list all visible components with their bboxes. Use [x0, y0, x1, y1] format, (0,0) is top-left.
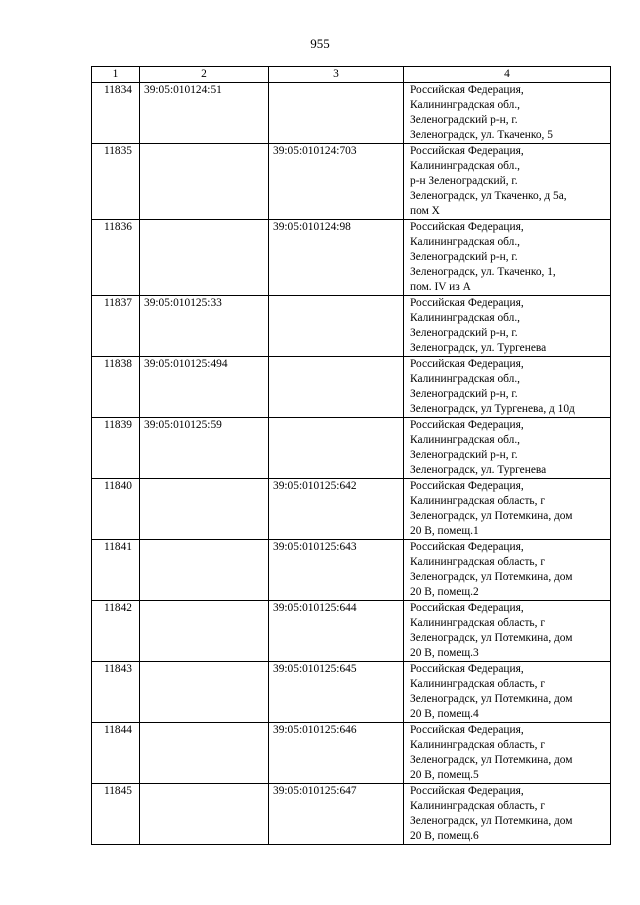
- address-cell: [404, 540, 611, 601]
- address-line: 20 В, помещ.3: [410, 647, 479, 659]
- address-line: Зеленоградский р-н, г.: [410, 327, 518, 339]
- address-cell: [404, 601, 611, 662]
- address-line: Зеленоградск, ул Потемкина, дом: [410, 571, 573, 583]
- table-row: [92, 83, 611, 144]
- table-body: [92, 83, 611, 845]
- address-line: Российская Федерация,: [410, 602, 524, 614]
- address-line: Калининградская область, г: [410, 800, 545, 812]
- address-line: Зеленоградск, ул. Тургенева: [410, 464, 547, 476]
- address-line: Зеленоградск, ул Тургенева, д 10д: [410, 403, 575, 415]
- address-line: Зеленоградск, ул Потемкина, дом: [410, 693, 573, 705]
- column-header-1: 1: [92, 67, 140, 83]
- address-line: Зеленоградск, ул. Ткаченко, 5: [410, 129, 553, 141]
- row-number: 11837: [92, 296, 140, 357]
- address-cell: [404, 662, 611, 723]
- cadastral-number-col3: 39:05:010125:645: [269, 662, 404, 723]
- cadastral-number-col3: 39:05:010125:642: [269, 479, 404, 540]
- address-line: Российская Федерация,: [410, 221, 524, 233]
- address-line: Калининградская обл.,: [410, 312, 521, 324]
- address-line: Российская Федерация,: [410, 358, 524, 370]
- address-line: пом X: [410, 205, 440, 217]
- cadastral-number-col3: [269, 296, 404, 357]
- cadastral-number-col3: 39:05:010125:644: [269, 601, 404, 662]
- page-number: 955: [310, 36, 330, 51]
- address-line: Калининградская обл.,: [410, 236, 521, 248]
- address-line: Российская Федерация,: [410, 724, 524, 736]
- cadastral-number-col3: 39:05:010125:647: [269, 784, 404, 845]
- cadastral-number-col3: 39:05:010125:646: [269, 723, 404, 784]
- cadastral-number-col2: [140, 723, 269, 784]
- row-number: 11836: [92, 220, 140, 296]
- cadastral-number-col3: 39:05:010124:703: [269, 144, 404, 220]
- cadastral-number-col2: [140, 144, 269, 220]
- row-number: 11844: [92, 723, 140, 784]
- cadastral-number-col2: 39:05:010125:59: [140, 418, 269, 479]
- cadastral-number-col3: 39:05:010125:643: [269, 540, 404, 601]
- address-line: Калининградская область, г: [410, 739, 545, 751]
- table-row: [92, 601, 611, 662]
- table-row: [92, 220, 611, 296]
- address-line: Калининградская обл.,: [410, 160, 521, 172]
- cadastral-number-col2: [140, 784, 269, 845]
- column-header-3: 3: [269, 67, 404, 83]
- table-row: [92, 540, 611, 601]
- row-number: 11841: [92, 540, 140, 601]
- address-line: Зеленоградский р-н, г.: [410, 449, 518, 461]
- row-number: 11835: [92, 144, 140, 220]
- address-line: Зеленоградск, ул Потемкина, дом: [410, 632, 573, 644]
- address-line: Зеленоградск, ул. Ткаченко, 1,: [410, 266, 556, 278]
- table-header: [92, 67, 611, 83]
- cadastral-number-col2: 39:05:010124:51: [140, 83, 269, 144]
- address-cell: [404, 479, 611, 540]
- header-row: [92, 67, 611, 83]
- table-row: [92, 144, 611, 220]
- cadastral-number-col2: [140, 220, 269, 296]
- cadastral-number-col2: [140, 601, 269, 662]
- address-line: Калининградская область, г: [410, 678, 545, 690]
- cadastral-number-col2: 39:05:010125:33: [140, 296, 269, 357]
- row-number: 11842: [92, 601, 140, 662]
- address-line: Российская Федерация,: [410, 541, 524, 553]
- address-line: Российская Федерация,: [410, 663, 524, 675]
- address-cell: [404, 784, 611, 845]
- address-cell: [404, 418, 611, 479]
- address-cell: [404, 220, 611, 296]
- address-line: Калининградская обл.,: [410, 434, 521, 446]
- address-line: Зеленоградский р-н, г.: [410, 388, 518, 400]
- cadastral-number-col2: [140, 479, 269, 540]
- address-line: Российская Федерация,: [410, 785, 524, 797]
- row-number: 11843: [92, 662, 140, 723]
- cadastral-number-col3: [269, 418, 404, 479]
- address-line: Калининградская обл.,: [410, 373, 521, 385]
- address-cell: [404, 723, 611, 784]
- table-row: [92, 479, 611, 540]
- table-row: [92, 418, 611, 479]
- column-header-4: 4: [404, 67, 611, 83]
- table-row: [92, 296, 611, 357]
- column-header-2: 2: [140, 67, 269, 83]
- address-line: Зеленоградск, ул. Тургенева: [410, 342, 547, 354]
- address-line: Российская Федерация,: [410, 419, 524, 431]
- address-line: Калининградская область, г: [410, 617, 545, 629]
- address-line: Зеленоградский р-н, г.: [410, 251, 518, 263]
- address-cell: [404, 83, 611, 144]
- table-row: [92, 357, 611, 418]
- address-line: Калининградская область, г: [410, 495, 545, 507]
- address-line: р-н Зеленоградский, г.: [410, 175, 518, 187]
- registry-table: [91, 66, 611, 845]
- address-line: Калининградская область, г: [410, 556, 545, 568]
- cadastral-number-col3: [269, 83, 404, 144]
- address-line: Российская Федерация,: [410, 145, 524, 157]
- address-line: Российская Федерация,: [410, 480, 524, 492]
- row-number: 11845: [92, 784, 140, 845]
- address-line: Калининградская обл.,: [410, 99, 521, 111]
- cadastral-number-col2: [140, 662, 269, 723]
- row-number: 11834: [92, 83, 140, 144]
- address-line: Зеленоградский р-н, г.: [410, 114, 518, 126]
- address-line: Российская Федерация,: [410, 84, 524, 96]
- address-cell: [404, 357, 611, 418]
- address-cell: [404, 144, 611, 220]
- address-line: 20 В, помещ.5: [410, 769, 479, 781]
- address-line: пом. IV из А: [410, 281, 471, 293]
- address-line: Зеленоградск, ул Потемкина, дом: [410, 510, 573, 522]
- cadastral-number-col3: 39:05:010124:98: [269, 220, 404, 296]
- address-line: Российская Федерация,: [410, 297, 524, 309]
- table-row: [92, 784, 611, 845]
- row-number: 11839: [92, 418, 140, 479]
- address-line: Зеленоградск, ул Потемкина, дом: [410, 754, 573, 766]
- address-cell: [404, 296, 611, 357]
- cadastral-number-col2: 39:05:010125:494: [140, 357, 269, 418]
- cadastral-number-col2: [140, 540, 269, 601]
- address-line: Зеленоградск, ул Ткаченко, д 5а,: [410, 190, 567, 202]
- cadastral-number-col3: [269, 357, 404, 418]
- address-line: 20 В, помещ.4: [410, 708, 479, 720]
- row-number: 11840: [92, 479, 140, 540]
- address-line: 20 В, помещ.1: [410, 525, 479, 537]
- address-line: 20 В, помещ.6: [410, 830, 479, 842]
- table-row: [92, 723, 611, 784]
- address-line: 20 В, помещ.2: [410, 586, 479, 598]
- address-line: Зеленоградск, ул Потемкина, дом: [410, 815, 573, 827]
- row-number: 11838: [92, 357, 140, 418]
- table-row: [92, 662, 611, 723]
